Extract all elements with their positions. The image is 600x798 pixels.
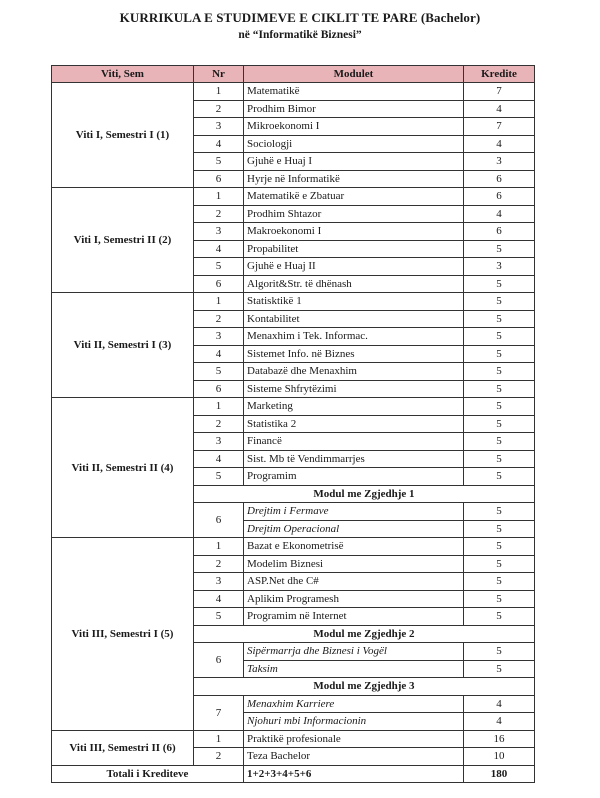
module-credits: 4 — [464, 100, 535, 118]
table-row — [52, 293, 535, 311]
module-number: 1 — [194, 83, 244, 101]
elective-module-name: Sipërmarrja dhe Biznesi i Vogël — [244, 643, 464, 661]
module-number: 6 — [194, 170, 244, 188]
module-number: 3 — [194, 223, 244, 241]
module-credits: 5 — [464, 555, 535, 573]
elective-number: 7 — [194, 695, 244, 730]
module-number: 1 — [194, 188, 244, 206]
module-credits: 3 — [464, 258, 535, 276]
module-name: Praktikë profesionale — [244, 730, 464, 748]
module-name: Sistemet Info. në Biznes — [244, 345, 464, 363]
elective-module-credits: 5 — [464, 660, 535, 678]
elective-module-name: Menaxhim Karriere — [244, 695, 464, 713]
semester-label: Viti I, Semestri I (1) — [52, 83, 194, 188]
module-credits: 4 — [464, 205, 535, 223]
module-name: Financë — [244, 433, 464, 451]
module-number: 1 — [194, 730, 244, 748]
module-number: 3 — [194, 433, 244, 451]
semester-label: Viti II, Semestri I (3) — [52, 293, 194, 398]
total-label: Totali i Krediteve — [52, 765, 244, 783]
header-viti-sem: Viti, Sem — [52, 66, 194, 83]
module-name: Matematikë — [244, 83, 464, 101]
module-name: Modelim Biznesi — [244, 555, 464, 573]
module-name: Gjuhë e Huaj I — [244, 153, 464, 171]
module-credits: 4 — [464, 135, 535, 153]
module-number: 2 — [194, 205, 244, 223]
semester-label: Viti II, Semestri II (4) — [52, 398, 194, 538]
module-credits: 5 — [464, 328, 535, 346]
module-name: Programim në Internet — [244, 608, 464, 626]
module-credits: 6 — [464, 170, 535, 188]
module-name: Databazë dhe Menaxhim — [244, 363, 464, 381]
module-name: Statisktikë 1 — [244, 293, 464, 311]
module-credits: 5 — [464, 240, 535, 258]
module-credits: 5 — [464, 363, 535, 381]
module-credits: 5 — [464, 293, 535, 311]
module-credits: 5 — [464, 275, 535, 293]
table-body — [52, 83, 535, 783]
module-credits: 6 — [464, 223, 535, 241]
module-credits: 10 — [464, 748, 535, 766]
module-credits: 5 — [464, 345, 535, 363]
module-name: Sociologji — [244, 135, 464, 153]
module-credits: 3 — [464, 153, 535, 171]
module-number: 2 — [194, 415, 244, 433]
table-header-row — [52, 66, 535, 83]
table-row — [52, 398, 535, 416]
module-credits: 5 — [464, 538, 535, 556]
module-name: Makroekonomi I — [244, 223, 464, 241]
semester-label: Viti III, Semestri II (6) — [52, 730, 194, 765]
module-number: 2 — [194, 555, 244, 573]
elective-number: 6 — [194, 503, 244, 538]
module-number: 3 — [194, 573, 244, 591]
module-number: 5 — [194, 608, 244, 626]
table-row — [52, 188, 535, 206]
curriculum-table — [51, 65, 535, 783]
module-name: Sisteme Shfrytëzimi — [244, 380, 464, 398]
total-credits: 180 — [464, 765, 535, 783]
module-number: 5 — [194, 153, 244, 171]
module-name: ASP.Net dhe C# — [244, 573, 464, 591]
module-number: 4 — [194, 450, 244, 468]
module-name: Matematikë e Zbatuar — [244, 188, 464, 206]
module-number: 2 — [194, 748, 244, 766]
module-name: Statistika 2 — [244, 415, 464, 433]
elective-module-credits: 5 — [464, 503, 535, 521]
elective-module-credits: 5 — [464, 520, 535, 538]
module-credits: 5 — [464, 310, 535, 328]
module-number: 5 — [194, 363, 244, 381]
elective-group-label: Modul me Zgjedhje 1 — [194, 485, 535, 503]
elective-module-credits: 4 — [464, 695, 535, 713]
module-number: 3 — [194, 328, 244, 346]
module-number: 4 — [194, 240, 244, 258]
header-modulet: Modulet — [244, 66, 464, 83]
module-name: Hyrje në Informatikë — [244, 170, 464, 188]
module-credits: 5 — [464, 433, 535, 451]
module-name: Propabilitet — [244, 240, 464, 258]
table-row — [52, 83, 535, 101]
module-name: Sist. Mb të Vendimmarrjes — [244, 450, 464, 468]
module-name: Menaxhim i Tek. Informac. — [244, 328, 464, 346]
elective-module-name: Njohuri mbi Informacionin — [244, 713, 464, 731]
module-number: 1 — [194, 538, 244, 556]
module-credits: 5 — [464, 398, 535, 416]
module-name: Prodhim Shtazor — [244, 205, 464, 223]
module-number: 4 — [194, 590, 244, 608]
module-name: Gjuhë e Huaj II — [244, 258, 464, 276]
module-name: Teza Bachelor — [244, 748, 464, 766]
module-name: Mikroekonomi I — [244, 118, 464, 136]
module-name: Programim — [244, 468, 464, 486]
module-credits: 5 — [464, 608, 535, 626]
semester-label: Viti III, Semestri I (5) — [52, 538, 194, 731]
module-number: 5 — [194, 258, 244, 276]
module-number: 1 — [194, 293, 244, 311]
module-credits: 16 — [464, 730, 535, 748]
page-subtitle: në “Informatikë Biznesi” — [238, 29, 362, 41]
elective-module-credits: 5 — [464, 643, 535, 661]
module-number: 6 — [194, 275, 244, 293]
header-nr: Nr — [194, 66, 244, 83]
module-name: Algorit&Str. të dhënash — [244, 275, 464, 293]
table-row — [52, 538, 535, 556]
module-number: 2 — [194, 310, 244, 328]
elective-number: 6 — [194, 643, 244, 678]
module-number: 4 — [194, 345, 244, 363]
elective-module-credits: 4 — [464, 713, 535, 731]
module-name: Bazat e Ekonometrisë — [244, 538, 464, 556]
module-number: 6 — [194, 380, 244, 398]
semester-label: Viti I, Semestri II (2) — [52, 188, 194, 293]
module-name: Prodhim Bimor — [244, 100, 464, 118]
module-number: 5 — [194, 468, 244, 486]
module-credits: 5 — [464, 573, 535, 591]
module-name: Kontabilitet — [244, 310, 464, 328]
elective-module-name: Taksim — [244, 660, 464, 678]
module-credits: 7 — [464, 118, 535, 136]
elective-group-label: Modul me Zgjedhje 2 — [194, 625, 535, 643]
page-title: KURRIKULA E STUDIMEVE E CIKLIT TE PARE (Bachelor) — [119, 10, 481, 25]
module-credits: 5 — [464, 380, 535, 398]
elective-module-name: Drejtim Operacional — [244, 520, 464, 538]
module-number: 3 — [194, 118, 244, 136]
module-name: Marketing — [244, 398, 464, 416]
module-credits: 5 — [464, 590, 535, 608]
module-credits: 7 — [464, 83, 535, 101]
table-row — [52, 730, 535, 748]
module-name: Aplikim Programesh — [244, 590, 464, 608]
total-formula: 1+2+3+4+5+6 — [244, 765, 464, 783]
elective-module-name: Drejtim i Fermave — [244, 503, 464, 521]
module-credits: 5 — [464, 468, 535, 486]
header-kredite: Kredite — [464, 66, 535, 83]
total-row — [52, 765, 535, 783]
module-number: 4 — [194, 135, 244, 153]
module-number: 1 — [194, 398, 244, 416]
module-credits: 5 — [464, 450, 535, 468]
module-number: 2 — [194, 100, 244, 118]
module-credits: 5 — [464, 415, 535, 433]
module-credits: 6 — [464, 188, 535, 206]
elective-group-label: Modul me Zgjedhje 3 — [194, 678, 535, 696]
